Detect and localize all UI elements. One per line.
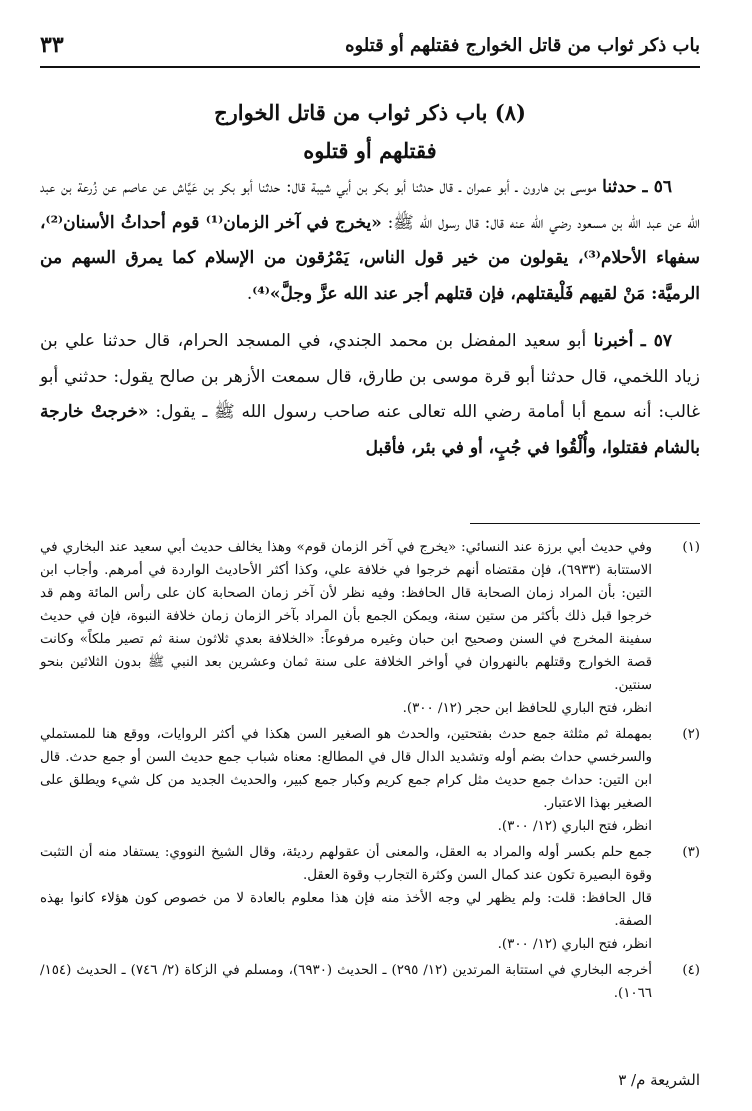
footnote-number: (٣) [682,845,700,860]
hadith-number: ٥٧ ـ [640,331,673,351]
footnote-text [40,723,652,838]
footnote-text [40,959,652,1005]
footnote-1 [40,536,700,720]
footnote-3 [40,841,700,956]
running-header [40,30,700,60]
hadith-matn: «يخرج في آخر الزمان⁽¹⁾ قوم أحداثُ الأسنان⁽²⁾، سفهاء الأحلام⁽³⁾، يقولون من خير قول الناس، يَمْرُقون من الإسلام كما يمرق السهم من الرميَّة: مَنْ لقيهم فَلْيقتلهم، فإن قتلهم أجر عند الله عزَّ وجلَّ»⁽⁴⁾ [40,212,700,304]
hadith-isnad: موسى بن هارون ـ أبو عمران ـ قال حدثنا أبو بكر بن أبي شيبة قال: حدثنا أبو بكر بن عَيَّاش عن عاصم عن زُرعة بن عبد الله عن عبد الله بن مسعود رضي الله عنه قال: قال رسول الله ﷺ: [40,177,700,233]
footnote-paragraph: وفي حديث أبي برزة عند النسائي: «يخرج في آخر الزمان قوم» وهذا يخالف حديث أبي سعيد عند البخاري في الاستتابة (٦٩٣٣)، فإن مقتضاه أنهم خرجوا في خلافة علي، وكذا أكثر الأحاديث الواردة في أمرهم. وأجاب ابن التين: بأن المراد زمان الصحابة قال الحافظ: وفيه نظر لأن آخر زمان الصحابة كان على رأس المائة وهم قد خرجوا قبل ذلك بأكثر من ستين سنة، ويمكن الجمع بأن المراد بآخر الزمان زمان خلافة النبوة، فإن في حديث سفينة المخرج في السنن وصحيح ابن حبان وغيره مرفوعاً: «الخلافة بعدي ثلاثون سنة ثم تصير ملكاً» وكانت قصة الخوارج وقتلهم بالنهروان في أواخر الخلافة على سنة ثمان وعشرين بعد النبي ﷺ بدون الثلاثين بنحو سنتين. [40,540,652,693]
footnote-paragraph: انظر، فتح الباري (١٢/ ٣٠٠). [497,819,652,834]
hadith-lead-word: حدثنا [602,177,637,197]
hadith-tail: . [246,283,253,304]
hadith-56 [40,170,700,312]
chapter-title-line-2: فقتلهم أو قتلوه [303,138,437,163]
signature-mark: الشريعة م/ ٣ [618,1071,700,1089]
chapter-title [40,94,700,170]
footnote-number: (١) [682,540,700,555]
footnote-paragraph: قال الحافظ: قلت: ولم يظهر لي وجه الأخذ منه فإن هذا معلوم بالعادة لا من خصوص كون هؤلاء كانوا بهذه الصفة. [40,891,652,929]
hadith-isnad: أبو سعيد المفضل بن محمد الجندي، في المسجد الحرام، قال حدثنا علي بن زياد اللخمي، قال حدثنا أبو قرة موسى بن طارق، قال سمعت الأزهر بن صالح يقول: حدثني أبو غالب: أنه سمع أبا أمامة رضي الله تعالى عنه صاحب رسول الله ﷺ ـ يقول: [40,331,700,422]
footnote-paragraph: بمهملة ثم مثلثة جمع حدث بفتحتين، والحدث هو الصغير السن هكذا في أكثر الروايات، ووقع هنا للمستملي والسرخسي حداث بضم أوله وتشديد الدال قال في المطالع: معناه شباب جمع حديث السن أو جمع حدث. قال ابن التين: حداث جمع حديث مثل كرام جمع كريم وكبار جمع كبير، والحديث الجديد من كل شيء ويطلق على الصغير بهذا الاعتبار. [40,727,652,811]
footnote-separator [470,523,700,524]
footnote-number: (٢) [682,727,700,742]
hadith-matn: «خرجتْ خارجة بالشام فقتلوا، وأُلْقُوا في جُبٍ، أو في بئر، فأقبل [40,402,700,458]
footnote-text [40,841,652,956]
footnote-paragraph: انظر، فتح الباري (١٢/ ٣٠٠). [497,937,652,952]
header-rule [40,66,700,68]
hadith-lead-word: أخبرنا [593,331,634,351]
main-text [40,170,700,478]
footnote-paragraph: انظر، فتح الباري للحافظ ابن حجر (١٢/ ٣٠٠). [402,701,652,716]
chapter-title-line-1: (٨) باب ذكر ثواب من قاتل الخوارج [214,100,526,125]
page-number: ٣٣ [40,32,64,58]
footnotes [40,536,700,1008]
hadith-number: ٥٦ ـ [642,177,672,197]
footnote-paragraph: جمع حلم بكسر أوله والمراد به العقل، والمعنى أن عقولهم رديئة، وقال الشيخ النووي: يستفاد منه أن التثبت وقوة البصيرة تكون عند كمال السن وكثرة التجارب وقوة العقل. [40,845,652,883]
footnote-4 [40,959,700,1005]
footnote-2 [40,723,700,838]
hadith-57 [40,324,700,466]
footnote-text [40,536,652,720]
running-header-title: باب ذكر ثواب من قاتل الخوارج فقتلهم أو قتلوه [345,34,700,56]
footnote-number: (٤) [682,963,700,978]
footnote-paragraph: أخرجه البخاري في استتابة المرتدين (١٢/ ٢٩٥) ـ الحديث (٦٩٣٠)، ومسلم في الزكاة (٢/ ٧٤٦) ـ الحديث (١٥٤/ ١٠٦٦). [40,963,652,1001]
